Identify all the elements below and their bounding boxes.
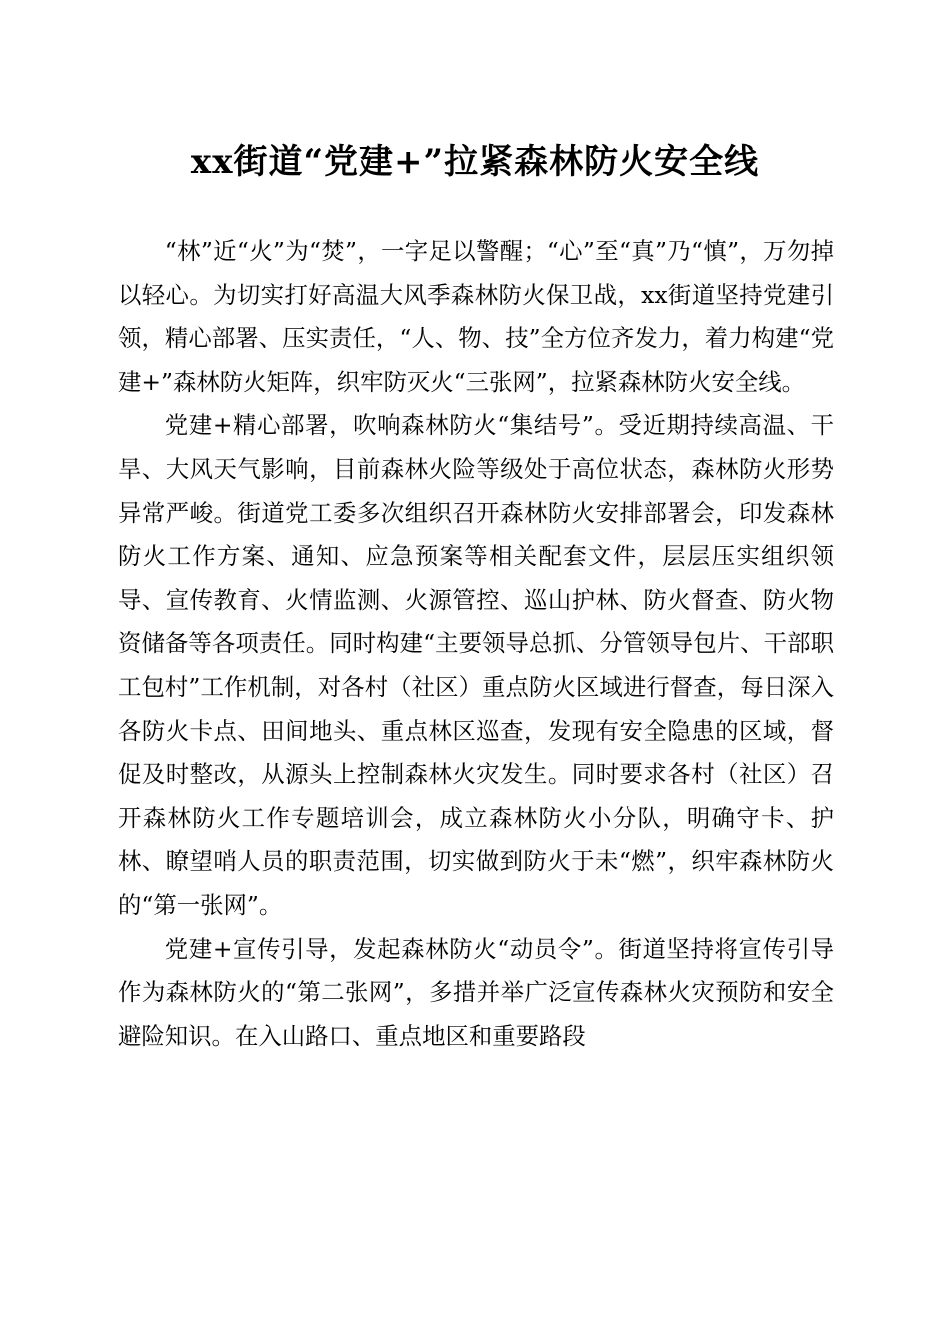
document-body: [118, 230, 834, 1058]
paragraph-publicity: 党建+宣传引导，发起森林防火“动员令”。街道坚持将宣传引导作为森林防火的“第二张网”，多措并举广泛宣传森林火灾预防和安全避险知识。在入山路口、重点地区和重要路段: [118, 934, 834, 1050]
document-title: xx街道“党建+”拉紧森林防火安全线: [190, 142, 760, 182]
paragraph-intro: “林”近“火”为“焚”，一字足以警醒；“心”至“真”乃“慎”，万勿掉以轻心。为切实打好高温大风季森林防火保卫战，xx街道坚持党建引领，精心部署、压实责任，“人、物、技”全方位齐发力，着力构建“党建+”森林防火矩阵，织牢防灭火“三张网”，拉紧森林防火安全线。: [118, 237, 834, 396]
paragraph-deployment: 党建+精心部署，吹响森林防火“集结号”。受近期持续高温、干旱、大风天气影响，目前森林火险等级处于高位状态，森林防火形势异常严峻。街道党工委多次组织召开森林防火安排部署会，印发森林防火工作方案、通知、应急预案等相关配套文件，层层压实组织领导、宣传教育、火情监测、火源管控、巡山护林、防火督查、防火物资储备等各项责任。同时构建“主要领导总抓、分管领导包片、干部职工包村”工作机制，对各村（社区）重点防火区域进行督查，每日深入各防火卡点、田间地头、重点林区巡查，发现有安全隐患的区域，督促及时整改，从源头上控制森林火灾发生。同时要求各村（社区）召开森林防火工作专题培训会，成立森林防火小分队，明确守卡、护林、瞭望哨人员的职责范围，切实做到防火于未“燃”，织牢森林防火的“第一张网”。: [118, 411, 834, 919]
